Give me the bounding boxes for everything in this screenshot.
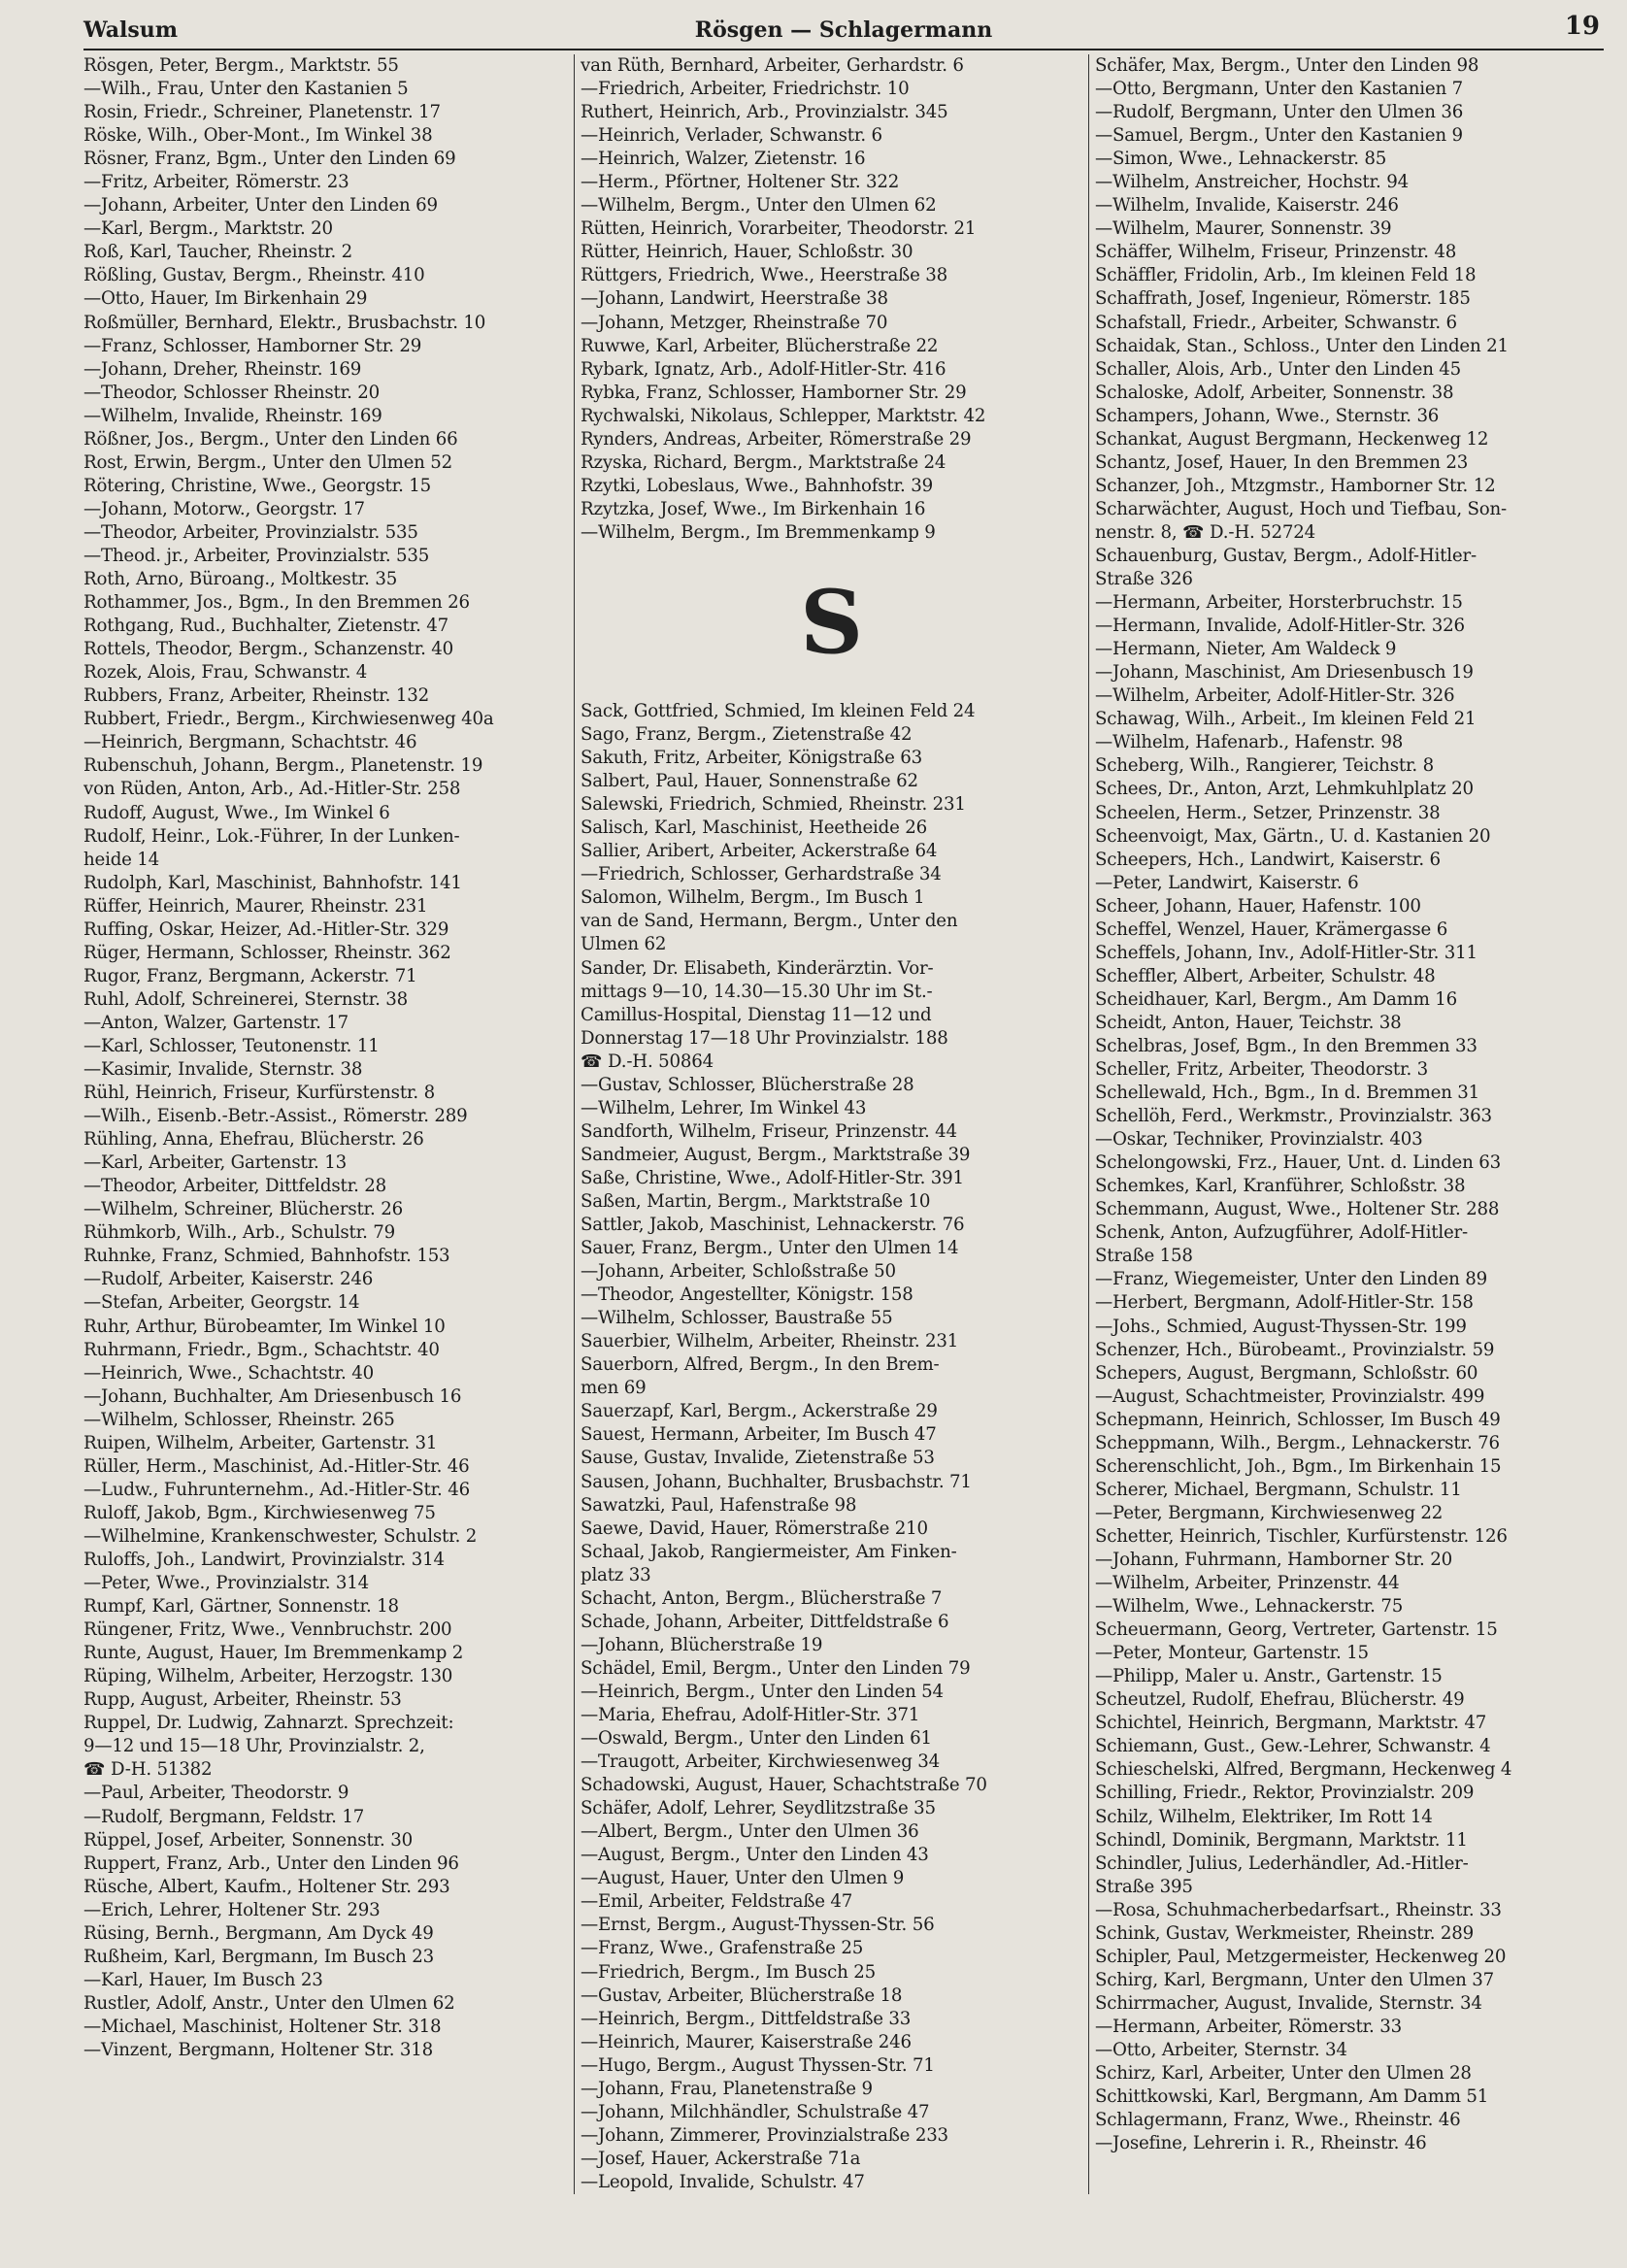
directory-entry: —Anton, Walzer, Gartenstr. 17 (83, 1012, 349, 1033)
column-2-top (581, 54, 1082, 545)
directory-entry: Schacht, Anton, Bergm., Blücherstraße 7 (581, 1587, 943, 1609)
directory-entry: Salisch, Karl, Maschinist, Heetheide 26 (581, 817, 928, 839)
directory-entry: Schäfer, Adolf, Lehrer, Seydlitzstraße 35 (581, 1798, 936, 1819)
directory-entry: —Josefine, Lehrerin i. R., Rheinstr. 46 (1095, 2133, 1427, 2154)
directory-entry: Sauerborn, Alfred, Bergm., In den Brem- (581, 1354, 940, 1376)
directory-entry: —Philipp, Maler u. Anstr., Gartenstr. 15 (1095, 1666, 1443, 1687)
directory-entry: Rösner, Franz, Bgm., Unter den Linden 69 (83, 149, 456, 170)
directory-entry: Rüping, Wilhelm, Arbeiter, Herzogstr. 130 (83, 1666, 453, 1687)
column-2 (575, 54, 1089, 2194)
directory-entry: Röske, Wilh., Ober-Mont., Im Winkel 38 (83, 125, 433, 147)
directory-entry: Scherer, Michael, Bergmann, Schulstr. 11 (1095, 1479, 1462, 1500)
directory-entry: Sawatzki, Paul, Hafenstraße 98 (581, 1494, 857, 1516)
directory-entry: Rottels, Theodor, Bergm., Schanzenstr. 40 (83, 639, 454, 660)
directory-entry: Schindl, Dominik, Bergmann, Marktstr. 11 (1095, 1829, 1468, 1851)
directory-entry: —Peter, Bergmann, Kirchwiesenweg 22 (1095, 1502, 1444, 1523)
directory-entry: Sattler, Jakob, Maschinist, Lehnackerstr. 76 (581, 1215, 965, 1236)
directory-entry: van de Sand, Hermann, Bergm., Unter den (581, 911, 958, 932)
directory-entry: Schieschelski, Alfred, Bergmann, Heckenweg 4 (1095, 1759, 1512, 1781)
directory-entry: —Johann, Arbeiter, Unter den Linden 69 (83, 195, 438, 217)
directory-entry: Rühmkorb, Wilh., Arb., Schulstr. 79 (83, 1222, 396, 1244)
directory-entry: platz 33 (581, 1564, 651, 1585)
directory-entry: —Wilh., Eisenb.-Betr.-Assist., Römerstr. 289 (83, 1106, 468, 1127)
directory-entry: —August, Schachtmeister, Provinzialstr. 499 (1095, 1385, 1485, 1407)
directory-entry: Rozek, Alois, Frau, Schwanstr. 4 (83, 662, 368, 684)
directory-entry: —Peter, Wwe., Provinzialstr. 314 (83, 1573, 370, 1594)
directory-entry: —Friedrich, Schlosser, Gerhardstraße 34 (581, 864, 942, 885)
directory-entry: Rösgen, Peter, Bergm., Marktstr. 55 (83, 55, 399, 76)
directory-entry: Scheller, Fritz, Arbeiter, Theodorstr. 3 (1095, 1059, 1429, 1081)
directory-entry: —Johann, Blücherstraße 19 (581, 1634, 823, 1655)
directory-entry: Rudolf, Heinr., Lok.-Führer, In der Lunken- (83, 825, 460, 847)
directory-entry: —Johann, Motorw., Georgstr. 17 (83, 498, 365, 519)
directory-entry: Schees, Dr., Anton, Arzt, Lehmkuhlplatz 20 (1095, 779, 1474, 800)
directory-entry: Rudolph, Karl, Maschinist, Bahnhofstr. 141 (83, 872, 462, 893)
directory-entry: Rötering, Christine, Wwe., Georgstr. 15 (83, 475, 431, 496)
directory-entry: Ruloff, Jakob, Bgm., Kirchwiesenweg 75 (83, 1502, 436, 1523)
directory-entry: —Wilhelm, Invalide, Rheinstr. 169 (83, 405, 382, 426)
directory-entry: Rubbert, Friedr., Bergm., Kirchwiesenweg 40a (83, 709, 494, 730)
directory-entry: Rothgang, Rud., Buchhalter, Zietenstr. 47 (83, 616, 448, 637)
column-1 (83, 54, 575, 2194)
directory-entry: Rothammer, Jos., Bgm., In den Bremmen 26 (83, 592, 470, 614)
directory-entry: Scheuermann, Georg, Vertreter, Gartenstr. 15 (1095, 1619, 1498, 1641)
directory-entry: —Vinzent, Bergmann, Holtener Str. 318 (83, 2039, 433, 2060)
directory-entry: —Rudolf, Bergmann, Unter den Ulmen 36 (1095, 102, 1464, 123)
directory-entry: Scharwächter, August, Hoch und Tiefbau, Son- (1095, 498, 1507, 519)
directory-entry: Scheenvoigt, Max, Gärtn., U. d. Kastanien 20 (1095, 825, 1491, 847)
directory-entry: von Rüden, Anton, Arb., Ad.-Hitler-Str. 258 (83, 779, 461, 800)
directory-entry: —Theodor, Schlosser Rheinstr. 20 (83, 382, 380, 403)
directory-entry: —Traugott, Arbeiter, Kirchwiesenweg 34 (581, 1751, 940, 1773)
directory-entry: Schaller, Alois, Arb., Unter den Linden 45 (1095, 358, 1462, 380)
directory-entry: —Rudolf, Arbeiter, Kaiserstr. 246 (83, 1269, 374, 1290)
directory-entry: Ruhnke, Franz, Schmied, Bahnhofstr. 153 (83, 1246, 450, 1267)
directory-entry: Schampers, Johann, Wwe., Sternstr. 36 (1095, 405, 1440, 426)
directory-entry: —Wilhelm, Schreiner, Blücherstr. 26 (83, 1199, 403, 1220)
directory-entry: Ruhr, Arthur, Bürobeamter, Im Winkel 10 (83, 1316, 446, 1337)
directory-entry: —Otto, Bergmann, Unter den Kastanien 7 (1095, 79, 1463, 100)
directory-entry: —Fritz, Arbeiter, Römerstr. 23 (83, 172, 349, 193)
directory-entry: Scheidhauer, Karl, Bergm., Am Damm 16 (1095, 988, 1458, 1010)
directory-entry: —Wilhelm, Bergm., Unter den Ulmen 62 (581, 195, 937, 217)
directory-entry: —August, Hauer, Unter den Ulmen 9 (581, 1868, 905, 1889)
directory-entry: Schelongowski, Frz., Hauer, Unt. d. Linden 63 (1095, 1152, 1501, 1174)
directory-entry: Sauerzapf, Karl, Bergm., Ackerstraße 29 (581, 1401, 938, 1422)
directory-entry: Rzyska, Richard, Bergm., Marktstraße 24 (581, 451, 946, 473)
directory-entry: —Gustav, Arbeiter, Blücherstraße 18 (581, 1984, 903, 2006)
directory-entry: —Maria, Ehefrau, Adolf-Hitler-Str. 371 (581, 1705, 920, 1725)
directory-entry: Schellöh, Ferd., Werkmstr., Provinzialstr. 363 (1095, 1106, 1492, 1127)
directory-entry: Schilling, Friedr., Rektor, Provinzialstr. 209 (1095, 1783, 1475, 1804)
directory-entry: Salewski, Friedrich, Schmied, Rheinstr. 231 (581, 794, 966, 816)
directory-entry: —Hermann, Arbeiter, Römerstr. 33 (1095, 2016, 1402, 2037)
directory-entry: Salomon, Wilhelm, Bergm., Im Busch 1 (581, 887, 925, 909)
directory-entry: Salbert, Paul, Hauer, Sonnenstraße 62 (581, 771, 918, 792)
directory-entry: —Josef, Hauer, Ackerstraße 71a (581, 2148, 861, 2169)
directory-entry: Runte, August, Hauer, Im Bremmenkamp 2 (83, 1643, 464, 1664)
directory-entry: —Johann, Arbeiter, Schloßstraße 50 (581, 1261, 896, 1283)
directory-entry: —Wilhelmine, Krankenschwester, Schulstr. 2 (83, 1525, 478, 1547)
column-2-bottom (581, 700, 1082, 2194)
directory-entry: Rütter, Heinrich, Hauer, Schloßstr. 30 (581, 242, 913, 263)
directory-entry: —Oskar, Techniker, Provinzialstr. 403 (1095, 1129, 1423, 1151)
directory-entry: —Friedrich, Bergm., Im Busch 25 (581, 1961, 876, 1983)
directory-entry: Rudoff, August, Wwe., Im Winkel 6 (83, 802, 390, 823)
directory-entry: Scheffels, Johann, Inv., Adolf-Hitler-Str. 311 (1095, 942, 1478, 963)
directory-entry: —Gustav, Schlosser, Blücherstraße 28 (581, 1074, 914, 1095)
directory-entry: —Wilhelm, Hafenarb., Hafenstr. 98 (1095, 732, 1404, 753)
header-range: Rösgen — Schlagermann (694, 17, 993, 43)
directory-entry: —Wilh., Frau, Unter den Kastanien 5 (83, 79, 409, 100)
directory-entry: van Rüth, Bernhard, Arbeiter, Gerhardstr. 6 (581, 55, 964, 76)
directory-entry: Schaal, Jakob, Rangiermeister, Am Finken- (581, 1541, 957, 1562)
directory-entry: —Otto, Arbeiter, Sternstr. 34 (1095, 2039, 1347, 2060)
directory-entry: —Friedrich, Arbeiter, Friedrichstr. 10 (581, 79, 910, 100)
directory-entry: Sandforth, Wilhelm, Friseur, Prinzenstr. 44 (581, 1120, 957, 1142)
directory-entry: —Emil, Arbeiter, Feldstraße 47 (581, 1891, 853, 1913)
directory-entry: Schlagermann, Franz, Wwe., Rheinstr. 46 (1095, 2110, 1461, 2131)
directory-entry: Schaidak, Stan., Schloss., Unter den Linden 21 (1095, 335, 1509, 356)
directory-entry: Ruhrmann, Friedr., Bgm., Schachtstr. 40 (83, 1339, 440, 1360)
directory-entry: —Ludw., Fuhrunternehm., Ad.-Hitler-Str. 46 (83, 1479, 470, 1500)
section-initial: S (800, 570, 863, 674)
directory-entry: Rybka, Franz, Schlosser, Hamborner Str. 29 (581, 382, 967, 403)
directory-entry: Rüppel, Josef, Arbeiter, Sonnenstr. 30 (83, 1829, 413, 1851)
directory-entry: —Heinrich, Verlader, Schwanstr. 6 (581, 125, 882, 147)
directory-entry: —Theodor, Arbeiter, Dittfeldstr. 28 (83, 1176, 386, 1197)
directory-entry: —Johann, Zimmerer, Provinzialstraße 233 (581, 2124, 948, 2146)
directory-entry: Camillus-Hospital, Dienstag 11—12 und (581, 1004, 932, 1025)
directory-entry: Rüsing, Bernh., Bergmann, Am Dyck 49 (83, 1922, 434, 1944)
directory-entry: Rzytzka, Josef, Wwe., Im Birkenhain 16 (581, 498, 926, 519)
directory-entry: Schauenburg, Gustav, Bergm., Adolf-Hitler- (1095, 545, 1477, 566)
directory-entry: —Heinrich, Bergm., Unter den Linden 54 (581, 1681, 944, 1702)
directory-entry: Schaloske, Adolf, Arbeiter, Sonnenstr. 38 (1095, 382, 1454, 403)
page-header (83, 6, 1604, 50)
directory-entry: Scheidt, Anton, Hauer, Teichstr. 38 (1095, 1012, 1402, 1033)
directory-entry: Schirg, Karl, Bergmann, Unter den Ulmen 37 (1095, 1969, 1495, 1990)
directory-entry: —Wilhelm, Anstreicher, Hochstr. 94 (1095, 172, 1409, 193)
directory-entry: Ruffing, Oskar, Heizer, Ad.-Hitler-Str. 329 (83, 918, 449, 940)
directory-entry: Sack, Gottfried, Schmied, Im kleinen Feld 24 (581, 700, 976, 721)
directory-entry: Rustler, Adolf, Anstr., Unter den Ulmen 62 (83, 1992, 455, 2014)
directory-entry: Straße 158 (1095, 1246, 1193, 1267)
directory-entry: Straße 395 (1095, 1876, 1193, 1897)
directory-entry: Schemmann, August, Wwe., Holtener Str. 288 (1095, 1199, 1500, 1220)
directory-entry: —Franz, Schlosser, Hamborner Str. 29 (83, 335, 422, 356)
directory-entry: Schilz, Wilhelm, Elektriker, Im Rott 14 (1095, 1806, 1433, 1827)
directory-entry: —Franz, Wwe., Grafenstraße 25 (581, 1938, 864, 1959)
directory-entry: ☎ D.-H. 50864 (581, 1051, 714, 1072)
directory-entry: ☎ D-H. 51382 (83, 1759, 213, 1781)
directory-entry: —Erich, Lehrer, Holtener Str. 293 (83, 1899, 381, 1920)
directory-entry: —Johann, Frau, Planetenstraße 9 (581, 2078, 873, 2099)
directory-entry: —Rosa, Schuhmacherbedarfsart., Rheinstr. 33 (1095, 1899, 1502, 1920)
directory-entry: —Wilhelm, Maurer, Sonnenstr. 39 (1095, 218, 1392, 240)
directory-entry: 9—12 und 15—18 Uhr, Provinzialstr. 2, (83, 1736, 425, 1757)
directory-entry: Scheepers, Hch., Landwirt, Kaiserstr. 6 (1095, 849, 1441, 870)
directory-entry: —Otto, Hauer, Im Birkenhain 29 (83, 288, 368, 310)
directory-entry: men 69 (581, 1378, 647, 1399)
directory-entry: Sander, Dr. Elisabeth, Kinderärztin. Vor- (581, 957, 934, 979)
directory-entry: —Wilhelm, Arbeiter, Adolf-Hitler-Str. 326 (1095, 685, 1455, 707)
directory-entry: —Stefan, Arbeiter, Georgstr. 14 (83, 1292, 360, 1314)
directory-entry: Sause, Gustav, Invalide, Zietenstraße 53 (581, 1448, 935, 1469)
directory-entry: —Kasimir, Invalide, Sternstr. 38 (83, 1059, 363, 1081)
directory-entry: Rubenschuh, Johann, Bergm., Planetenstr. 19 (83, 755, 483, 777)
directory-entry: Schawag, Wilh., Arbeit., Im kleinen Feld 21 (1095, 709, 1477, 730)
directory-entry: Schemkes, Karl, Kranführer, Schloßstr. 38 (1095, 1176, 1466, 1197)
directory-entry: —Wilhelm, Wwe., Lehnackerstr. 75 (1095, 1596, 1404, 1618)
directory-entry: Schaffrath, Josef, Ingenieur, Römerstr. 185 (1095, 288, 1471, 310)
directory-entry: Sauest, Hermann, Arbeiter, Im Busch 47 (581, 1424, 937, 1446)
directory-entry: Rupp, August, Arbeiter, Rheinstr. 53 (83, 1689, 402, 1711)
directory-entry: Scherenschlicht, Joh., Bgm., Im Birkenhain 15 (1095, 1455, 1502, 1477)
directory-entry: Ruthert, Heinrich, Arb., Provinzialstr. 345 (581, 102, 948, 123)
directory-entry: —Hermann, Invalide, Adolf-Hitler-Str. 326 (1095, 616, 1465, 637)
directory-entry: Rußheim, Karl, Bergmann, Im Busch 23 (83, 1946, 434, 1967)
directory-entry: heide 14 (83, 849, 160, 870)
directory-entry: —Johann, Buchhalter, Am Driesenbusch 16 (83, 1385, 462, 1407)
directory-entry: —Karl, Schlosser, Teutonenstr. 11 (83, 1035, 380, 1056)
directory-entry: Scheelen, Herm., Setzer, Prinzenstr. 38 (1095, 802, 1441, 823)
directory-entry: —Wilhelm, Invalide, Kaiserstr. 246 (1095, 195, 1399, 217)
directory-entry: Schittkowski, Karl, Bergmann, Am Damm 51 (1095, 2086, 1489, 2108)
directory-entry: Sausen, Johann, Buchhalter, Brusbachstr. 71 (581, 1471, 972, 1492)
directory-entry: —Paul, Arbeiter, Theodorstr. 9 (83, 1783, 349, 1804)
directory-entry: Rüsche, Albert, Kaufm., Holtener Str. 293 (83, 1876, 450, 1897)
directory-entry: Rößner, Jos., Bergm., Unter den Linden 66 (83, 428, 458, 450)
header-town: Walsum (83, 17, 179, 43)
directory-entry: Rühling, Anna, Ehefrau, Blücherstr. 26 (83, 1129, 424, 1151)
directory-entry: —Heinrich, Walzer, Zietenstr. 16 (581, 149, 866, 170)
directory-entry: Rößling, Gustav, Bergm., Rheinstr. 410 (83, 265, 425, 286)
directory-entry: Schichtel, Heinrich, Bergmann, Marktstr. 47 (1095, 1713, 1487, 1734)
directory-entry: Schirrmacher, August, Invalide, Sternstr. 34 (1095, 1992, 1482, 2014)
directory-entry: Rüger, Hermann, Schlosser, Rheinstr. 362 (83, 942, 451, 963)
directory-entry: Scheer, Johann, Hauer, Hafenstr. 100 (1095, 895, 1421, 917)
directory-entry: —Wilhelm, Lehrer, Im Winkel 43 (581, 1097, 867, 1118)
directory-entry: Schirz, Karl, Arbeiter, Unter den Ulmen 28 (1095, 2063, 1472, 2085)
directory-entry: —Peter, Monteur, Gartenstr. 15 (1095, 1643, 1369, 1664)
directory-entry: Schäfer, Max, Bergm., Unter den Linden 98 (1095, 55, 1479, 76)
directory-entry: Rubbers, Franz, Arbeiter, Rheinstr. 132 (83, 685, 429, 707)
directory-entry: Sakuth, Fritz, Arbeiter, Königstraße 63 (581, 748, 923, 769)
directory-entry: Schiemann, Gust., Gew.-Lehrer, Schwanstr. 4 (1095, 1736, 1491, 1757)
directory-entry: Schepmann, Heinrich, Schlosser, Im Busch 49 (1095, 1409, 1501, 1430)
directory-entry: —Herm., Pförtner, Holtener Str. 322 (581, 172, 900, 193)
directory-entry: Rüller, Herm., Maschinist, Ad.-Hitler-Str. 46 (83, 1455, 470, 1477)
directory-entry: —Hugo, Bergm., August Thyssen-Str. 71 (581, 2054, 935, 2076)
directory-entry: —Hermann, Nieter, Am Waldeck 9 (1095, 639, 1397, 660)
directory-entry: Saße, Christine, Wwe., Adolf-Hitler-Str. 391 (581, 1167, 964, 1188)
directory-entry: —Karl, Hauer, Im Busch 23 (83, 1969, 323, 1990)
directory-entry: Rynders, Andreas, Arbeiter, Römerstraße 29 (581, 428, 972, 450)
directory-entry: Rybark, Ignatz, Arb., Adolf-Hitler-Str. 416 (581, 358, 946, 380)
directory-entry: Schanzer, Joh., Mtzgmstr., Hamborner Str. 12 (1095, 475, 1496, 496)
directory-entry: Roß, Karl, Taucher, Rheinstr. 2 (83, 242, 353, 263)
directory-entry: —Herbert, Bergmann, Adolf-Hitler-Str. 158 (1095, 1292, 1474, 1314)
directory-entry: Schepers, August, Bergmann, Schloßstr. 60 (1095, 1362, 1478, 1384)
directory-entry: Schäffer, Wilhelm, Friseur, Prinzenstr. 48 (1095, 242, 1457, 263)
directory-entry: Ulmen 62 (581, 934, 667, 955)
directory-entry: Sauerbier, Wilhelm, Arbeiter, Rheinstr. 231 (581, 1331, 959, 1352)
directory-entry: Sauer, Franz, Bergm., Unter den Ulmen 14 (581, 1238, 959, 1259)
directory-entry: Schade, Johann, Arbeiter, Dittfeldstraße 6 (581, 1611, 949, 1632)
directory-entry: —Michael, Maschinist, Holtener Str. 318 (83, 2016, 442, 2037)
directory-entry: Rütten, Heinrich, Vorarbeiter, Theodorstr. 21 (581, 218, 977, 240)
directory-entry: Rüttgers, Friedrich, Wwe., Heerstraße 38 (581, 265, 947, 286)
directory-entry: Ruhl, Adolf, Schreinerei, Sternstr. 38 (83, 988, 409, 1010)
directory-entry: Roth, Arno, Büroang., Moltkestr. 35 (83, 569, 398, 590)
directory-entry: Schantz, Josef, Hauer, In den Bremmen 23 (1095, 451, 1469, 473)
directory-entry: —Franz, Wiegemeister, Unter den Linden 89 (1095, 1269, 1487, 1290)
directory-entry: Scheffler, Albert, Arbeiter, Schulstr. 48 (1095, 965, 1436, 986)
column-3 (1089, 54, 1598, 2194)
directory-entry: —Johann, Maschinist, Am Driesenbusch 19 (1095, 662, 1474, 684)
directory-entry: Rüffer, Heinrich, Maurer, Rheinstr. 231 (83, 895, 428, 917)
directory-entry: —Wilhelm, Arbeiter, Prinzenstr. 44 (1095, 1573, 1400, 1594)
directory-entry: —Heinrich, Bergm., Dittfeldstraße 33 (581, 2008, 912, 2029)
directory-entry: —Heinrich, Maurer, Kaiserstraße 246 (581, 2031, 912, 2052)
directory-entry: Schink, Gustav, Werkmeister, Rheinstr. 289 (1095, 1922, 1474, 1944)
directory-entry: Schellewald, Hch., Bgm., In d. Bremmen 31 (1095, 1083, 1480, 1104)
directory-entry: Rosin, Friedr., Schreiner, Planetenstr. 17 (83, 102, 441, 123)
directory-entry: Rost, Erwin, Bergm., Unter den Ulmen 52 (83, 451, 453, 473)
directory-entry: Schadowski, August, Hauer, Schachtstraße 70 (581, 1775, 987, 1796)
directory-entry: —Heinrich, Bergmann, Schachtstr. 46 (83, 732, 417, 753)
directory-entry: Straße 326 (1095, 569, 1193, 590)
directory-entry: Schenzer, Hch., Bürobeamt., Provinzialstr. 59 (1095, 1339, 1495, 1360)
directory-entry: —Johs., Schmied, August-Thyssen-Str. 199 (1095, 1316, 1467, 1337)
directory-entry: —Johann, Metzger, Rheinstraße 70 (581, 312, 888, 333)
directory-entry: —Albert, Bergm., Unter den Ulmen 36 (581, 1821, 919, 1843)
directory-entry: Schafstall, Friedr., Arbeiter, Schwanstr. 6 (1095, 312, 1457, 333)
directory-entry: —Hermann, Arbeiter, Horsterbruchstr. 15 (1095, 592, 1463, 614)
directory-entry: —Wilhelm, Schlosser, Rheinstr. 265 (83, 1409, 395, 1430)
directory-entry: —Heinrich, Wwe., Schachtstr. 40 (83, 1362, 374, 1384)
directory-entry: —Theod. jr., Arbeiter, Provinzialstr. 535 (83, 545, 430, 566)
directory-entry: Ruwwe, Karl, Arbeiter, Blücherstraße 22 (581, 335, 939, 356)
directory-entry: Rzytki, Lobeslaus, Wwe., Bahnhofstr. 39 (581, 475, 933, 496)
directory-entry: Schädel, Emil, Bergm., Unter den Linden 79 (581, 1657, 971, 1679)
directory-entry: Scheutzel, Rudolf, Ehefrau, Blücherstr. 49 (1095, 1689, 1465, 1711)
directory-entry: Scheffel, Wenzel, Hauer, Krämergasse 6 (1095, 918, 1448, 940)
directory-entry: nenstr. 8, ☎ D.-H. 52724 (1095, 521, 1316, 543)
directory-entry: Ruloffs, Joh., Landwirt, Provinzialstr. 314 (83, 1550, 445, 1570)
directory-entry: —Karl, Bergm., Marktstr. 20 (83, 218, 333, 240)
directory-entry: Sandmeier, August, Bergm., Marktstraße 39 (581, 1144, 971, 1165)
directory-entry: —Leopold, Invalide, Schulstr. 47 (581, 2171, 865, 2192)
directory-entry: Sago, Franz, Bergm., Zietenstraße 42 (581, 724, 913, 746)
directory-entry: Schenk, Anton, Aufzugführer, Adolf-Hitler- (1095, 1222, 1468, 1244)
directory-entry: —Johann, Landwirt, Heerstraße 38 (581, 288, 888, 310)
directory-entry: —Karl, Arbeiter, Gartenstr. 13 (83, 1152, 347, 1174)
directory-entry: Ruppert, Franz, Arb., Unter den Linden 96 (83, 1852, 459, 1874)
directory-entry: Rychwalski, Nikolaus, Schlepper, Marktstr. 42 (581, 405, 986, 426)
directory-entry: Schelbras, Josef, Bgm., In den Bremmen 33 (1095, 1035, 1478, 1056)
directory-entry: —Samuel, Bergm., Unter den Kastanien 9 (1095, 125, 1463, 147)
directory-entry: Roßmüller, Bernhard, Elektr., Brusbachstr. 10 (83, 312, 486, 333)
directory-entry: —Theodor, Angestellter, Königstr. 158 (581, 1284, 913, 1306)
directory-entry: Scheberg, Wilh., Rangierer, Teichstr. 8 (1095, 755, 1434, 777)
directory-entry: Rumpf, Karl, Gärtner, Sonnenstr. 18 (83, 1596, 399, 1618)
directory-entry: —Peter, Landwirt, Kaiserstr. 6 (1095, 872, 1359, 893)
directory-entry: —Oswald, Bergm., Unter den Linden 61 (581, 1728, 932, 1750)
directory-columns (83, 54, 1604, 2194)
directory-entry: —Rudolf, Bergmann, Feldstr. 17 (83, 1806, 365, 1827)
directory-entry: Schäffler, Fridolin, Arb., Im kleinen Feld 18 (1095, 265, 1477, 286)
directory-entry: —Ernst, Bergm., August-Thyssen-Str. 56 (581, 1915, 935, 1936)
directory-entry: —Johann, Milchhändler, Schulstraße 47 (581, 2101, 930, 2122)
directory-entry: —Wilhelm, Bergm., Im Bremmenkamp 9 (581, 521, 936, 543)
directory-entry: Schipler, Paul, Metzgermeister, Heckenweg 20 (1095, 1946, 1507, 1967)
directory-entry: Saewe, David, Hauer, Römerstraße 210 (581, 1518, 928, 1539)
section-letter-s (581, 545, 1082, 700)
directory-entry: Donnerstag 17—18 Uhr Provinzialstr. 188 (581, 1027, 948, 1049)
directory-entry: Schankat, August Bergmann, Heckenweg 12 (1095, 428, 1489, 450)
directory-entry: Rüngener, Fritz, Wwe., Vennbruchstr. 200 (83, 1619, 452, 1641)
page-number: 19 (1564, 12, 1600, 41)
directory-entry: —Theodor, Arbeiter, Provinzialstr. 535 (83, 521, 418, 543)
directory-entry: Schindler, Julius, Lederhändler, Ad.-Hitler- (1095, 1852, 1469, 1874)
directory-entry: Ruppel, Dr. Ludwig, Zahnarzt. Sprechzeit: (83, 1713, 454, 1734)
directory-entry: Schetter, Heinrich, Tischler, Kurfürstenstr. 126 (1095, 1525, 1508, 1547)
directory-entry: —Simon, Wwe., Lehnackerstr. 85 (1095, 149, 1387, 170)
directory-entry: Saßen, Martin, Bergm., Marktstraße 10 (581, 1190, 931, 1212)
directory-entry: —Johann, Dreher, Rheinstr. 169 (83, 358, 362, 380)
directory-entry: —August, Bergm., Unter den Linden 43 (581, 1845, 929, 1866)
directory-entry: Rugor, Franz, Bergmann, Ackerstr. 71 (83, 965, 417, 986)
directory-entry: Ruipen, Wilhelm, Arbeiter, Gartenstr. 31 (83, 1432, 438, 1453)
directory-entry: —Johann, Fuhrmann, Hamborner Str. 20 (1095, 1550, 1452, 1570)
directory-entry: mittags 9—10, 14.30—15.30 Uhr im St.- (581, 981, 933, 1002)
directory-entry: —Wilhelm, Schlosser, Baustraße 55 (581, 1308, 893, 1329)
directory-entry: Rühl, Heinrich, Friseur, Kurfürstenstr. 8 (83, 1083, 435, 1104)
directory-entry: Scheppmann, Wilh., Bergm., Lehnackerstr. 76 (1095, 1432, 1500, 1453)
directory-entry: Sallier, Aribert, Arbeiter, Ackerstraße 64 (581, 841, 938, 862)
